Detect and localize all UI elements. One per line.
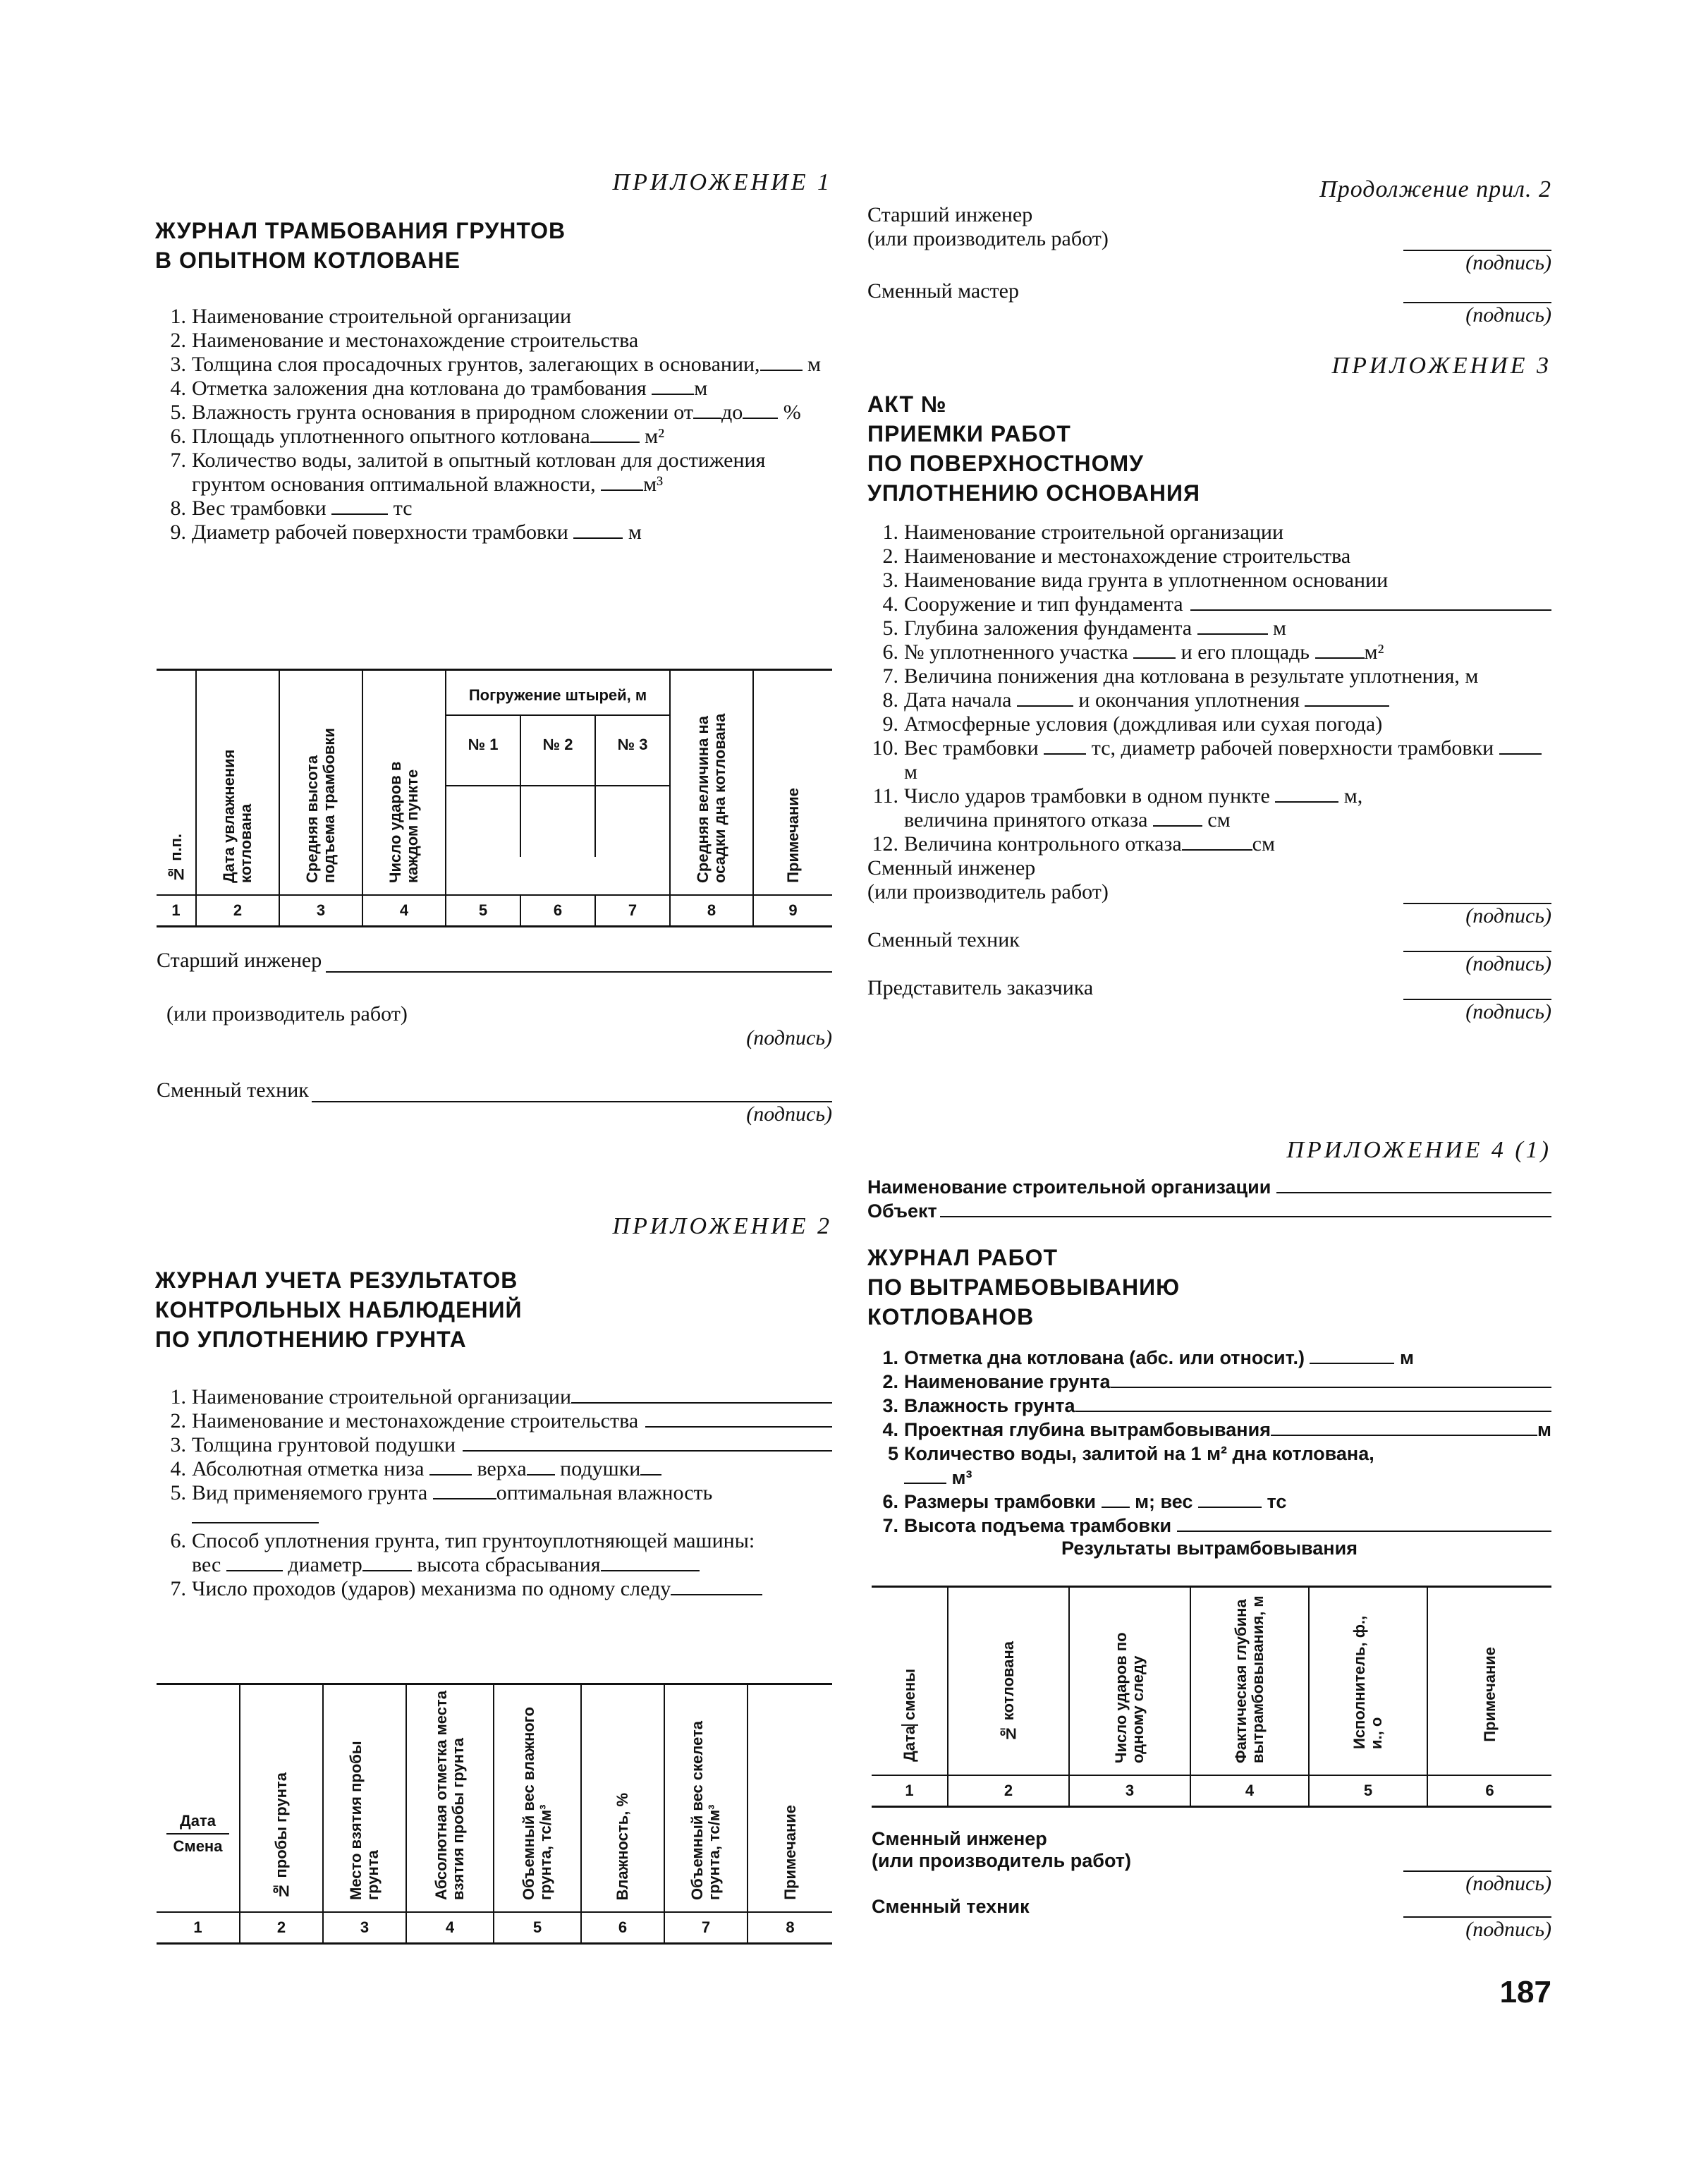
appendix-4-list <box>867 1346 1551 1538</box>
list-item: 10. Вес трамбовки тс, диаметр рабочей поверхности трамбовки м <box>867 736 1551 784</box>
list-item: 4. Сооружение и тип фундамента <box>867 592 1551 616</box>
col-header: Средняя высота подъема трамбовки <box>279 671 362 895</box>
col-number: 9 <box>753 895 832 927</box>
list-item: 4. Отметка заложения дна котлована до трамбования м <box>170 377 708 400</box>
list-item: 3. Наименование вида грунта в уплотненном основании <box>882 568 1389 592</box>
producer-label: (или производитель работ) <box>867 880 1109 903</box>
list-item: 7. Высота подъема трамбовки <box>867 1514 1551 1538</box>
list-item: 7. Количество воды, залитой в опытный котлован для достижения грунтом основания оптимальной влажности, м³ <box>170 449 766 496</box>
col-number: 1 <box>157 895 196 927</box>
appendix-1-signatures <box>157 949 832 1126</box>
right-column <box>867 176 1551 1024</box>
list-item: 4. Абсолютная отметка низа верха подушки <box>155 1457 832 1481</box>
list-item: 5. Глубина заложения фундамента м <box>882 616 1287 640</box>
appendix-1-label: ПРИЛОЖЕНИЕ 1 <box>612 169 832 195</box>
col-number: 2 <box>196 895 279 927</box>
col-header: Влажность, % <box>581 1685 664 1912</box>
list-item: 12. Величина контрольного отказа см <box>872 832 1275 856</box>
appendix-3-list <box>867 521 1551 856</box>
col-number: 3 <box>279 895 362 927</box>
col-header: Число ударов в каждом пункте <box>362 671 446 895</box>
col-number: 7 <box>664 1912 748 1944</box>
list-item: 2. Наименование и местонахождение строительства <box>882 544 1351 568</box>
list-item: 1. Наименование строительной организации <box>170 305 571 328</box>
col-group-header: Погружение штырей, м № 1 № 2 № 3 <box>446 671 670 895</box>
list-item: 6. Способ уплотнения грунта, тип грунтоуплотняющей машины: вес диаметр высота сбрасывания <box>170 1529 755 1576</box>
list-item: 7. Число проходов (ударов) механизма по одному следу <box>155 1577 832 1601</box>
signature-caption: (подпись) <box>1465 251 1551 274</box>
col-header: № котлована <box>948 1588 1069 1775</box>
appendix-1-title: ЖУРНАЛ ТРАМБОВАНИЯ ГРУНТОВ В ОПЫТНОМ КОТЛОВАНЕ <box>155 218 566 273</box>
appendix-4-title: ЖУРНАЛ РАБОТ ПО ВЫТРАМБОВЫВАНИЮ КОТЛОВАНОВ <box>867 1245 1181 1330</box>
list-item: 3. Толщина слоя просадочных грунтов, залегающих в основании, м <box>170 353 822 376</box>
org-line: Наименование строительной организации <box>867 1175 1551 1199</box>
col-number: 6 <box>520 895 595 927</box>
col-header: Фактическая глубина вытрамбовывания, м <box>1190 1588 1309 1775</box>
shift-technician-label: Сменный техник <box>872 1896 1030 1917</box>
page-number: 187 <box>1499 1975 1551 2009</box>
list-item: 4. Проектная глубина вытрамбовывания м <box>882 1419 1551 1440</box>
producer-label: (или производитель работ) <box>872 1850 1131 1871</box>
appendix-2-table <box>157 1685 832 1945</box>
col-header: Примечание <box>753 671 832 895</box>
col-number: 5 <box>494 1912 581 1944</box>
customer-representative-label: Представитель заказчика <box>867 976 1094 999</box>
signature-caption: (подпись) <box>1465 303 1551 327</box>
appendix-3-label: ПРИЛОЖЕНИЕ 3 <box>1331 353 1551 379</box>
col-number: 1 <box>157 1912 240 1944</box>
list-item: 2. Наименование и местонахождение строительства <box>170 329 639 352</box>
appendix-4-header <box>867 1175 1551 1223</box>
list-item: 3. Влажность грунта <box>867 1394 1551 1418</box>
appendix-1-table <box>157 671 832 927</box>
list-item: 6. Размеры трамбовки м; вес тс <box>882 1491 1287 1512</box>
list-item: 6. № уплотненного участка и его площадь м² <box>882 640 1384 664</box>
col-header: Место взятия пробы грунта <box>323 1685 406 1912</box>
list-item: 9. Атмосферные условия (дождливая или сухая погода) <box>882 712 1383 736</box>
producer-label: (или производитель работ) <box>867 227 1109 250</box>
list-item: 1. Наименование строительной организации <box>155 1385 832 1409</box>
col-number: 3 <box>323 1912 406 1944</box>
col-number: 5 <box>446 895 520 927</box>
signature-caption: (подпись) <box>746 1102 832 1126</box>
senior-engineer-label: Старший инженер <box>867 203 1033 226</box>
col-header: Исполнитель, ф., и., о <box>1309 1588 1427 1775</box>
col-header: Объемный вес влажного грунта, тс/м³ <box>494 1685 581 1912</box>
col-number: 8 <box>748 1912 832 1944</box>
list-item: 5. Влажность грунта основания в природном сложении от до % <box>170 401 801 424</box>
col-header: Дата увлажнения котлована <box>196 671 279 895</box>
appendix-2-signatures <box>867 203 1551 327</box>
col-number: 7 <box>595 895 670 927</box>
col-number: 6 <box>1427 1775 1551 1807</box>
shift-master-label: Сменный мастер <box>867 279 1019 303</box>
col-header: Средняя величина на осадки дна котлована <box>670 671 753 895</box>
appendix-2-label: ПРИЛОЖЕНИЕ 2 <box>612 1213 832 1239</box>
col-header: № пробы грунта <box>240 1685 323 1912</box>
signature-caption: (подпись) <box>1465 1918 1551 1941</box>
signature-caption: (подпись) <box>1465 952 1551 975</box>
shift-engineer-label: Сменный инженер <box>867 856 1036 880</box>
col-number: 6 <box>581 1912 664 1944</box>
shift-engineer-label: Сменный инженер <box>872 1828 1047 1849</box>
appendix-4-table <box>872 1588 1551 1808</box>
appendix-1-list <box>155 305 832 544</box>
col-header-date: Дата смены <box>872 1588 948 1775</box>
col-number: 4 <box>1190 1775 1309 1807</box>
list-item: 1. Отметка дна котлована (абс. или относит.) м <box>882 1347 1414 1368</box>
appendix-2-title: ЖУРНАЛ УЧЕТА РЕЗУЛЬТАТОВ КОНТРОЛЬНЫХ НАБЛЮДЕНИЙ ПО УПЛОТНЕНИЮ ГРУНТА <box>155 1267 523 1352</box>
shift-technician-label: Сменный техник <box>157 1078 309 1102</box>
col-header: Примечание <box>748 1685 832 1912</box>
list-item: 2. Наименование и местонахождение строительства <box>155 1409 832 1433</box>
col-number: 8 <box>670 895 753 927</box>
list-item: 7. Величина понижения дна котлована в результате уплотнения, м <box>882 664 1479 688</box>
appendix-4-label: ПРИЛОЖЕНИЕ 4 (1) <box>1286 1137 1551 1163</box>
col-header: Объемный вес скелета грунта, тс/м³ <box>664 1685 748 1912</box>
col-header: № п.п. <box>157 671 196 895</box>
appendix-4-signatures <box>872 1828 1551 1942</box>
col-header: Абсолютная отметка места взятия пробы грунта <box>406 1685 494 1912</box>
producer-label: (или производитель работ) <box>166 1002 408 1026</box>
appendix-3-title: АКТ № ПРИЕМКИ РАБОТ ПО ПОВЕРХНОСТНОМУ УПЛОТНЕНИЮ ОСНОВАНИЯ <box>867 391 1200 506</box>
col-number: 1 <box>872 1775 948 1807</box>
results-caption: Результаты вытрамбовывания <box>1061 1538 1358 1559</box>
col-number: 2 <box>240 1912 323 1944</box>
list-item: 9. Диаметр рабочей поверхности трамбовки м <box>170 521 642 544</box>
list-item: 8. Вес трамбовки тс <box>170 497 413 520</box>
appendix-4 <box>867 1137 1551 1559</box>
list-item: 8. Дата начала и окончания уплотнения <box>867 688 1551 712</box>
senior-engineer-label: Старший инженер <box>157 949 322 972</box>
list-item: 11. Число ударов трамбовки в одном пункте м, величина принятого отказа см <box>872 784 1363 832</box>
left-column <box>155 169 832 544</box>
appendix-2-list <box>155 1385 832 1601</box>
signature-caption: (подпись) <box>1465 904 1551 927</box>
col-header-date: Дата Смена <box>157 1685 240 1912</box>
col-header: Примечание <box>1427 1588 1551 1775</box>
appendix-3-signatures <box>867 856 1551 1024</box>
col-number: 3 <box>1069 1775 1190 1807</box>
col-number: 4 <box>406 1912 494 1944</box>
col-header: Число ударов по одному следу <box>1069 1588 1190 1775</box>
signature-caption: (подпись) <box>1465 1872 1551 1895</box>
list-item: 6. Площадь уплотненного опытного котлована м² <box>170 425 665 448</box>
shift-technician-label: Сменный техник <box>867 928 1020 951</box>
list-item: 3. Толщина грунтовой подушки <box>155 1433 832 1457</box>
col-number: 4 <box>362 895 446 927</box>
object-line: Объект <box>867 1199 1551 1223</box>
list-item: 5 Количество воды, залитой на 1 м² дна котлована, м³ <box>887 1443 1374 1488</box>
col-number: 2 <box>948 1775 1069 1807</box>
appendix-2 <box>155 1213 832 1601</box>
signature-caption: (подпись) <box>1465 1000 1551 1023</box>
list-item: 5. Вид применяемого грунта оптимальная влажность <box>155 1481 832 1529</box>
continuation-label: Продолжение прил. 2 <box>1319 176 1551 202</box>
list-item: 1. Наименование строительной организации <box>882 521 1283 544</box>
list-item: 2. Наименование грунта <box>867 1370 1551 1394</box>
col-number: 5 <box>1309 1775 1427 1807</box>
signature-caption: (подпись) <box>746 1026 832 1049</box>
